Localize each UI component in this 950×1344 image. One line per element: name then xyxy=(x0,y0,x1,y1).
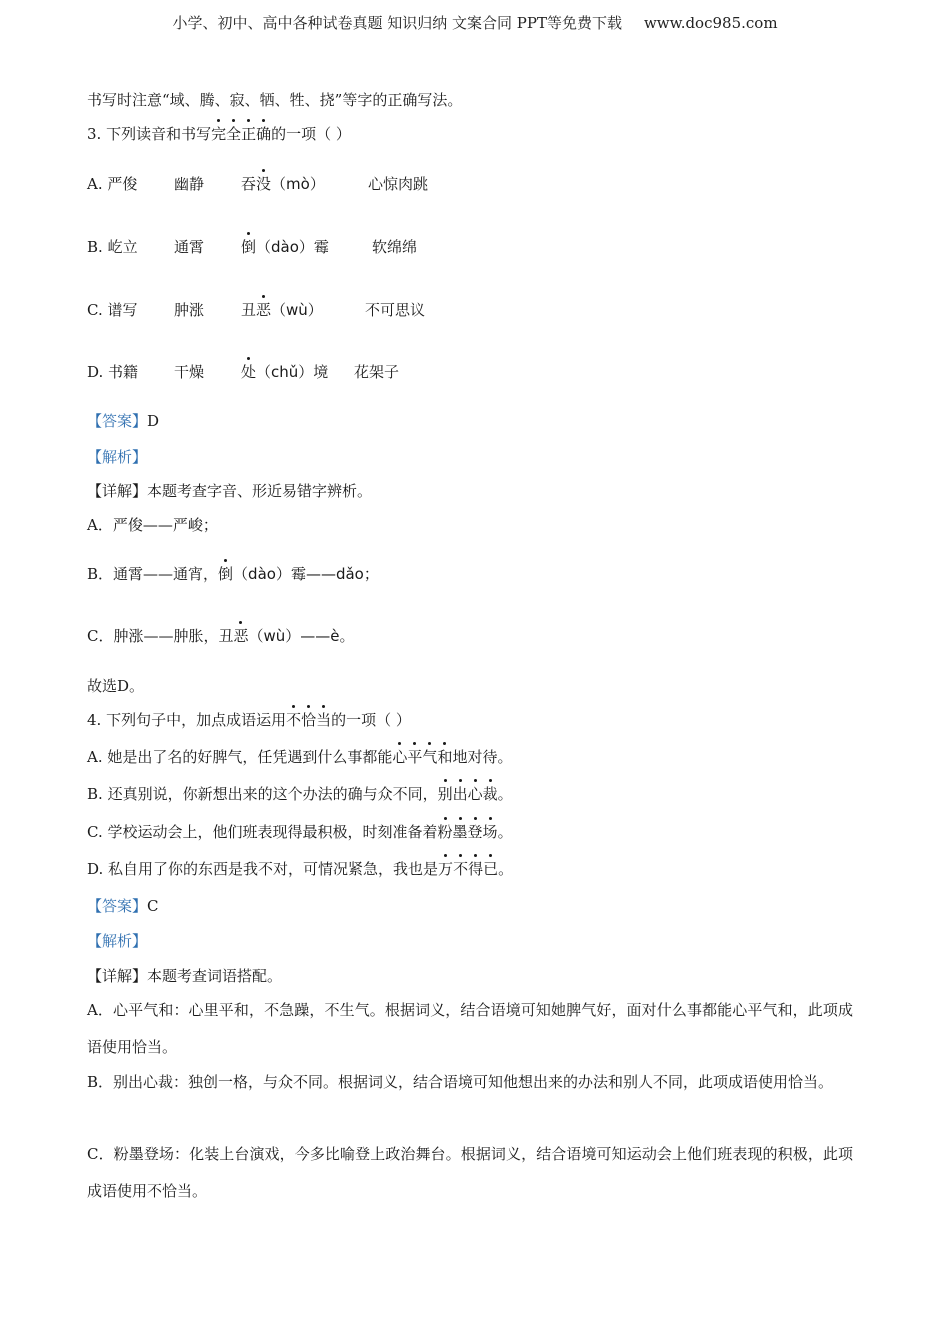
q4-option-a xyxy=(87,747,512,767)
q3-analysis-tag: 【解析】 xyxy=(87,448,148,466)
q3-stem-dot-4: 确 xyxy=(256,125,272,143)
intro-note: 书写时注意“域、腾、寂、牺、牲、挠”等字的正确写法。 xyxy=(87,91,463,109)
explain-c-pre: C．肿涨——肿胀，丑 xyxy=(87,627,234,645)
option-text-pre: 还真别说，你新想出来的这个办法的确与众不同， xyxy=(107,785,438,803)
option-dot-3: 得 xyxy=(468,860,484,878)
q4-stem xyxy=(87,710,411,730)
option-word-3-dot: 恶 xyxy=(256,301,272,319)
option-label: A. xyxy=(87,175,103,193)
answer-tag: 【答案】 xyxy=(87,897,148,915)
q3-stem-dot-1: 完 xyxy=(211,125,227,143)
option-dot-4: 裁 xyxy=(482,785,498,803)
q3-option-c xyxy=(87,300,425,320)
option-label: B. xyxy=(87,238,103,256)
page-header xyxy=(0,12,950,33)
option-dot-4: 和 xyxy=(437,748,453,766)
option-word-3-pinyin: （chǔ）境 xyxy=(256,363,329,381)
option-dot-2: 平 xyxy=(407,748,423,766)
q3-stem-before: 3. 下列读音和书写 xyxy=(87,125,212,143)
q4-explain-b: B．别出心裁：独创一格，与众不同。根据词义，结合语境可知他想出来的办法和别人不同，此项成语使用恰当。 xyxy=(87,1073,834,1091)
option-word-2: 通霄 xyxy=(174,238,205,256)
option-word-3-pinyin: （wù） xyxy=(271,301,323,319)
q3-option-b xyxy=(87,237,417,257)
option-text-pre: 学校运动会上，他们班表现得最积极，时刻准备着 xyxy=(107,823,438,841)
q4-analysis-tag: 【解析】 xyxy=(87,932,148,950)
option-dot-1: 万 xyxy=(438,860,454,878)
option-text-post: 。 xyxy=(498,860,514,878)
explain-b-dot: 倒 xyxy=(218,565,234,583)
q4-answer xyxy=(87,896,159,916)
option-word-3-dot: 没 xyxy=(256,175,272,193)
answer-value: C xyxy=(147,897,159,915)
option-word-3-pre: 吞 xyxy=(241,175,257,193)
q4-detail: 【详解】本题考查词语搭配。 xyxy=(87,967,283,985)
option-label: A. xyxy=(87,748,108,766)
explain-c-dot: 恶 xyxy=(233,627,249,645)
q4-stem-dot-1: 不 xyxy=(286,711,302,729)
option-text-post: 地对待。 xyxy=(452,748,513,766)
option-word-3-pinyin: （mò） xyxy=(271,175,325,193)
q3-stem-dot-2: 全 xyxy=(226,125,242,143)
q3-conclusion: 故选D。 xyxy=(87,677,145,695)
answer-value: D xyxy=(147,412,160,430)
option-word-4: 软绵绵 xyxy=(372,238,418,256)
option-dot-2: 墨 xyxy=(452,823,468,841)
q3-option-d xyxy=(87,362,399,382)
option-word-1: 书籍 xyxy=(108,363,139,381)
option-dot-4: 已 xyxy=(483,860,499,878)
option-dot-1: 粉 xyxy=(437,823,453,841)
q4-option-b xyxy=(87,784,513,804)
option-dot-3: 心 xyxy=(467,785,483,803)
option-word-1: 严俊 xyxy=(107,175,138,193)
q4-option-c xyxy=(87,822,513,842)
option-dot-3: 气 xyxy=(422,748,438,766)
option-dot-1: 别 xyxy=(437,785,453,803)
q4-explain-a: A．心平气和：心里平和，不急躁，不生气。根据词义，结合语境可知她脾气好，面对什么事都能心平气和，此项成语使用恰当。 xyxy=(87,1001,853,1056)
option-word-2: 肿涨 xyxy=(174,301,205,319)
q3-option-a xyxy=(87,174,428,194)
q3-stem-after: 的一项（ ） xyxy=(271,125,351,143)
option-word-3-pre: 丑 xyxy=(241,301,257,319)
option-dot-4: 场 xyxy=(482,823,498,841)
option-word-4: 花架子 xyxy=(354,363,400,381)
q4-explain-c: C．粉墨登场：化装上台演戏，今多比喻登上政治舞台。根据词义，结合语境可知运动会上他们班表现的积极，此项成语使用不恰当。 xyxy=(87,1145,853,1200)
option-word-1: 屹立 xyxy=(107,238,138,256)
option-word-2: 幽静 xyxy=(174,175,205,193)
option-word-3-dot: 倒 xyxy=(241,238,257,256)
q3-stem-dot-3: 正 xyxy=(241,125,257,143)
q4-stem-dot-3: 当 xyxy=(316,711,332,729)
option-word-1: 谱写 xyxy=(107,301,138,319)
option-label: C. xyxy=(87,823,108,841)
header-text: 小学、初中、高中各种试卷真题 知识归纳 文案合同 PPT等免费下载 xyxy=(172,14,622,32)
option-dot-3: 登 xyxy=(467,823,483,841)
option-label: C. xyxy=(87,301,103,319)
option-word-3-pinyin: （dào）霉 xyxy=(256,238,329,256)
option-word-2: 干燥 xyxy=(174,363,205,381)
q4-option-d xyxy=(87,859,513,879)
option-text-pre: 她是出了名的好脾气，任凭遇到什么事都能 xyxy=(107,748,393,766)
q3-explain-c xyxy=(87,626,355,646)
q4-stem-before: 4. 下列句子中，加点成语运用 xyxy=(87,711,287,729)
header-site-link[interactable]: www.doc985.com xyxy=(643,14,778,32)
q3-answer xyxy=(87,411,159,431)
q3-detail: 【详解】本题考查字音、形近易错字辨析。 xyxy=(87,482,373,500)
option-word-3-dot: 处 xyxy=(241,363,257,381)
answer-tag: 【答案】 xyxy=(87,412,148,430)
explain-b-post: （dào）霉——dǎo； xyxy=(233,565,379,583)
q4-stem-after: 的一项（ ） xyxy=(331,711,411,729)
q3-explain-a: A．严俊——严峻； xyxy=(87,516,218,534)
option-label: B. xyxy=(87,785,108,803)
option-text-post: 。 xyxy=(497,785,513,803)
explain-b-pre: B．通霄——通宵， xyxy=(87,565,219,583)
option-text-pre: 私自用了你的东西是我不对，可情况紧急，我也是 xyxy=(108,860,439,878)
option-word-4: 心惊肉跳 xyxy=(368,175,429,193)
option-label: D. xyxy=(87,860,109,878)
q3-stem xyxy=(87,124,351,144)
option-dot-1: 心 xyxy=(392,748,408,766)
option-word-4: 不可思议 xyxy=(365,301,426,319)
option-label: D. xyxy=(87,363,104,381)
q4-stem-dot-2: 恰 xyxy=(301,711,317,729)
explain-c-post: （wù）——è。 xyxy=(248,627,355,645)
q3-explain-b xyxy=(87,564,379,584)
option-dot-2: 出 xyxy=(452,785,468,803)
option-text-post: 。 xyxy=(497,823,513,841)
option-dot-2: 不 xyxy=(453,860,469,878)
